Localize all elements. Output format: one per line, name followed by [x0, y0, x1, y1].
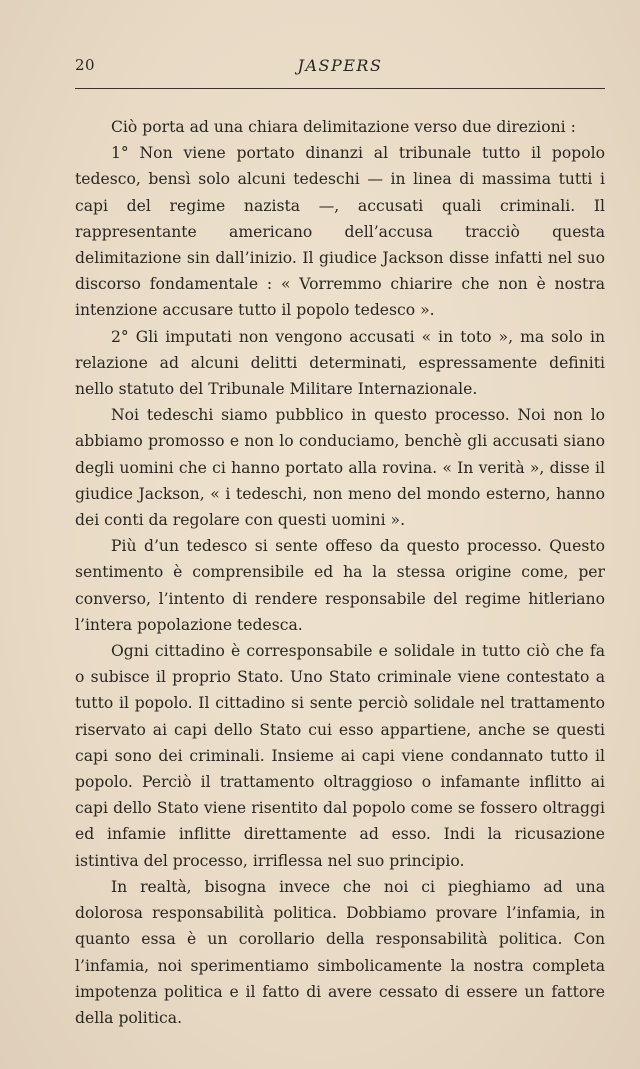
paragraph: Ciò porta ad una chiara delimitazione verso due direzioni :	[111, 118, 576, 136]
paragraph: Ogni cittadino è corresponsabile e solidale in tutto ciò che fa o subisce il proprio Stato. Uno Stato criminale viene contestato a tutto il popolo. Il cittadino si sente perciò solidale nel trattamento riservato ai capi dello Stato cui esso appartiene, anche se questi capi sono dei criminali. Insieme ai capi viene condannato tutto il popolo. Perciò il trattamento oltraggioso o infamante inflitto ai capi dello Stato viene risentito dal popolo come se fossero oltraggi ed infamie inflitte direttamente ad esso. Indi la ricusazione istintiva del processo, irriflessa nel suo principio.	[75, 642, 605, 870]
paragraph: Noi tedeschi siamo pubblico in questo processo. Noi non lo abbiamo promosso e non lo conduciamo, benchè gli accusati siano degli uomini che ci hanno portato alla rovina. « In verità », disse il giudice Jackson, « i tedeschi, non meno del mondo esterno, hanno dei conti da regolare con questi uomini ».	[75, 406, 605, 530]
page-number: 20	[75, 56, 96, 74]
header-rule	[75, 88, 605, 89]
paragraph: In realtà, bisogna invece che noi ci pieghiamo ad una dolorosa responsabilità politica. Dobbiamo provare l’infamia, in quanto essa è un corollario della responsabilità politica. Con l’infamia, noi sperimentiamo simbolicamente la nostra completa impotenza politica e il fatto di avere cessato di essere un fattore della politica.	[75, 877, 605, 1027]
body-text	[75, 114, 605, 1031]
running-title: JASPERS	[297, 56, 383, 75]
page-header	[75, 56, 605, 84]
paragraph: 2° Gli imputati non vengono accusati « in toto », ma solo in relazione ad alcuni delitti determinati, espressamente definiti nello statuto del Tribunale Militare Internazionale.	[75, 327, 605, 399]
paragraph: 1° Non viene portato dinanzi al tribunale tutto il popolo tedesco, bensì solo alcuni tedeschi — in linea di massima tutti i capi del regime nazista —, accusati quali criminali. Il rappresentante americano dell’accusa tracciò questa delimitazione sin dall’inizio. Il giudice Jackson disse infatti nel suo discorso fondamentale : « Vorremmo chiarire che non è nostra intenzione accusare tutto il popolo tedesco ».	[75, 144, 605, 320]
paragraph: Più d’un tedesco si sente offeso da questo processo. Questo sentimento è comprensibile ed ha la stessa origine come, per converso, l’intento di rendere responsabile del regime hitleriano l’intera popolazione tedesca.	[75, 537, 605, 634]
